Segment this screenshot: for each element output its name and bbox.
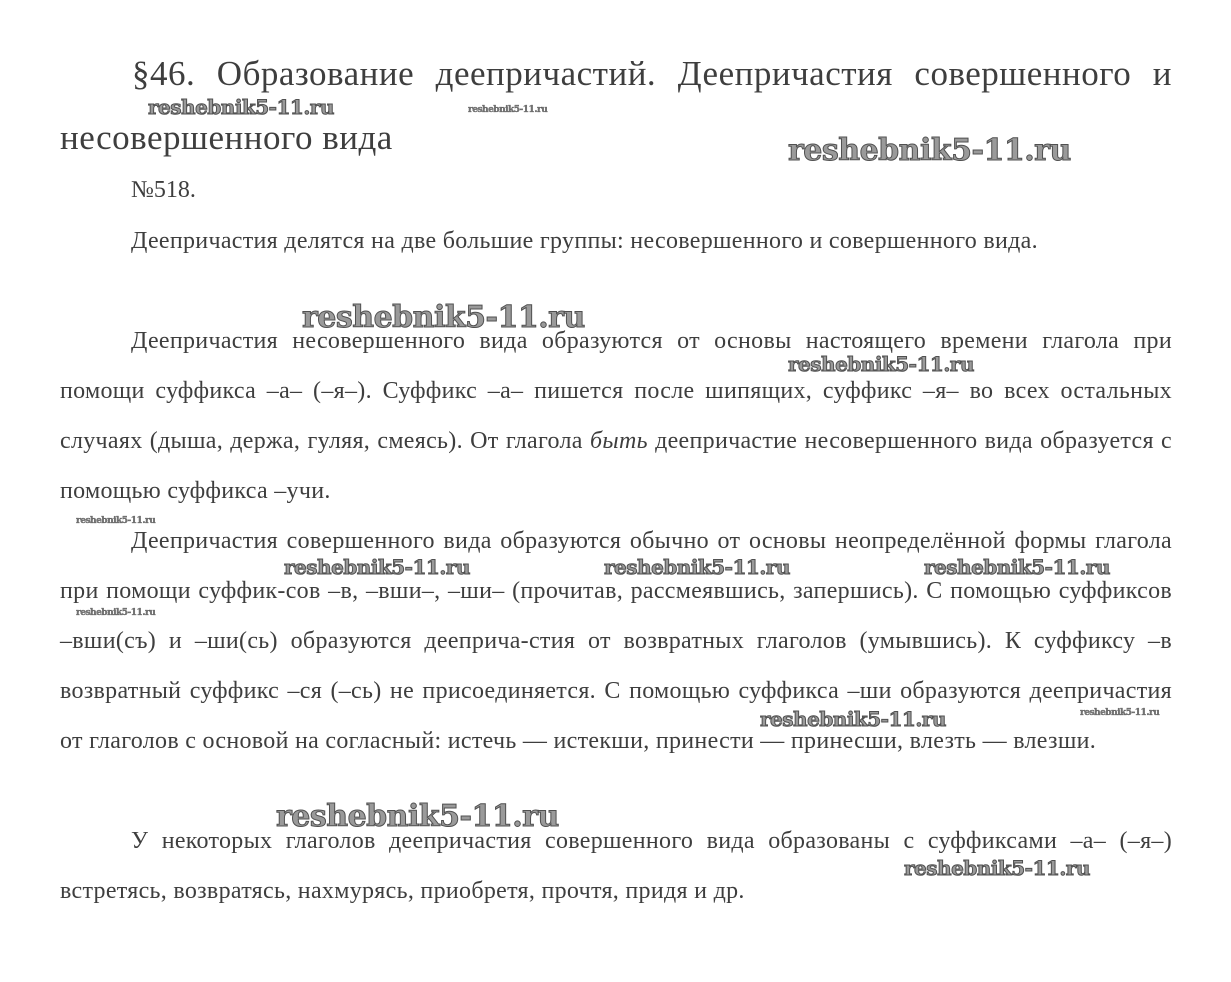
paragraph-imperfective-text-a: Деепричастия несовершенного вида образуются от основы настоящего времени глагола при помощи суффикса –а– (–я–). Суффикс –а– пишется после шипящих, суффикс –я– во всех остальных случаях (дыша, держа, гуляя, смеясь). От глагола	[60, 328, 1172, 454]
watermark: reshebnik5-11.ru	[148, 95, 334, 119]
paragraph-imperfective	[60, 316, 1172, 516]
watermark: reshebnik5-11.ru	[276, 799, 559, 834]
watermark: reshebnik5-11.ru	[76, 516, 156, 526]
watermark: reshebnik5-11.ru	[302, 300, 585, 335]
watermark: reshebnik5-11.ru	[760, 707, 946, 731]
paragraph-perfective: Деепричастия совершенного вида образуются обычно от основы неопределённой формы глагола при помощи суффик-сов –в, –вши–, –ши– (прочитав, рассмеявшись, запершись). С помощью суффиксов –вши(съ) и –ши(сь) образуются дееприча-стия от возвратных глаголов (умывшись). К суффиксу –в возвратный суффикс –ся (–сь) не присоединяется. С помощью суффикса –ши образуются деепричастия от глаголов с основой на согласный: истечь — истекши, принести — принесши, влезть — влезши.	[60, 528, 1172, 754]
watermark: reshebnik5-11.ru	[924, 555, 1110, 579]
task-number: №518.	[131, 177, 196, 203]
italic-word-byt: быть	[590, 428, 648, 454]
watermark: reshebnik5-11.ru	[284, 555, 470, 579]
section-heading: §46. Образование деепричастий. Деепричастия совершенного и несовершенного вида	[60, 54, 1172, 157]
paragraph-exceptions: У некоторых глаголов деепричастия совершенного вида образованы с суффиксами –а– (–я–) встретясь, возвратясь, нахмурясь, приобретя, прочтя, придя и др.	[60, 828, 1172, 904]
watermark: reshebnik5-11.ru	[904, 856, 1090, 880]
watermark: reshebnik5-11.ru	[604, 555, 790, 579]
paragraph-imperfective-text-b: деепричастие несовершенного вида образуется с помощью суффикса –учи.	[60, 428, 1173, 504]
watermark: reshebnik5-11.ru	[468, 105, 548, 115]
paragraph-groups: Деепричастия делятся на две большие группы: несовершенного и совершенного вида.	[131, 228, 1038, 254]
watermark: reshebnik5-11.ru	[788, 352, 974, 376]
watermark: reshebnik5-11.ru	[1080, 708, 1160, 718]
watermark: reshebnik5-11.ru	[788, 133, 1071, 168]
watermark: reshebnik5-11.ru	[76, 608, 156, 618]
